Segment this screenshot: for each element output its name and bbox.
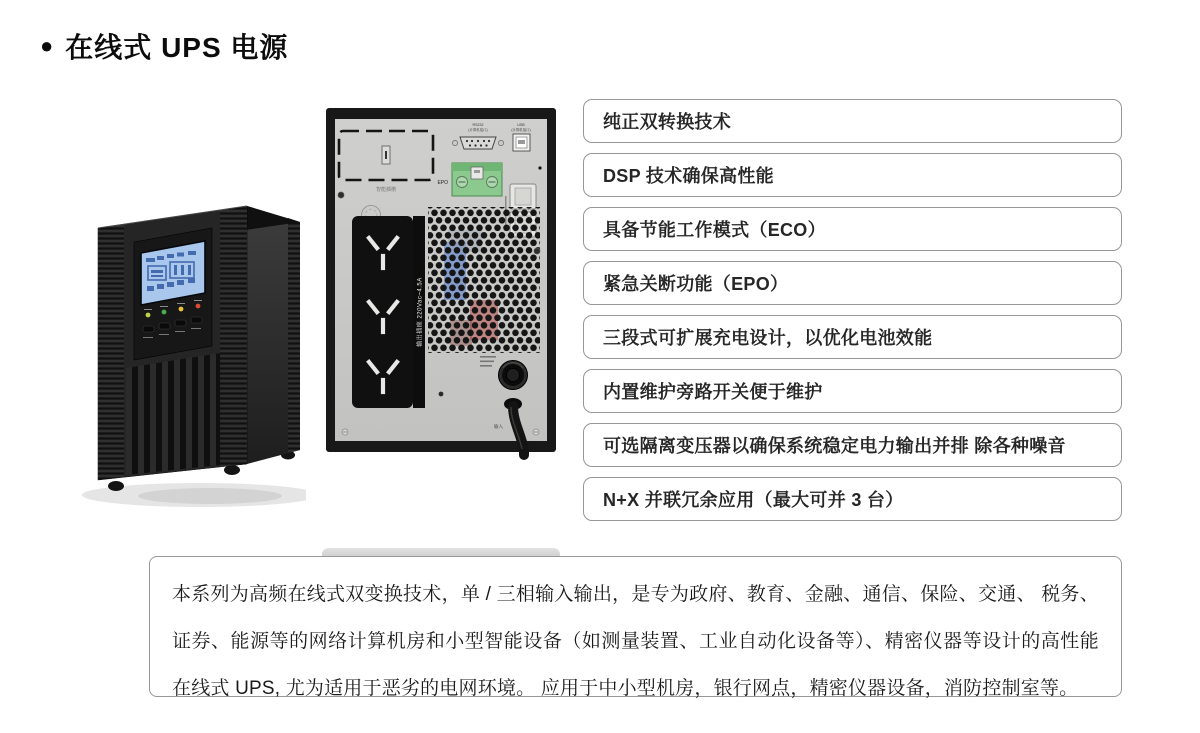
feature-item-5 — [583, 315, 1122, 359]
feature-label: 纯正双转换技术 — [603, 112, 732, 132]
feature-label: DSP 技术确保高性能 — [603, 166, 774, 186]
control-panel — [134, 228, 212, 360]
smart-slot-label: 智能插槽 — [375, 187, 397, 193]
feature-label: N+X 并联冗余应用（最大可并 3 台） — [603, 490, 904, 510]
page-title: 在线式 UPS 电源 — [65, 32, 289, 63]
lcd-screen — [141, 241, 205, 305]
front-vent-slats — [126, 353, 220, 475]
feature-label: 紧急关断功能（EPO） — [603, 274, 789, 294]
rs232-label: RS232 — [472, 123, 484, 127]
ups-front-image — [60, 196, 306, 512]
feature-label: 内置维护旁路开关便于维护 — [603, 382, 823, 402]
description-box — [149, 556, 1122, 697]
usb-sublabel: (计算机接口) — [511, 128, 531, 132]
output-outlets — [352, 216, 425, 408]
input-label: 输入 — [494, 424, 503, 429]
feature-item-7 — [583, 423, 1122, 467]
feature-label: 可选隔离变压器以确保系统稳定电力输出并排 除各种噪音 — [603, 436, 1066, 456]
feature-label: 具备节能工作模式（ECO） — [603, 220, 826, 240]
bullet-icon: ● — [40, 33, 54, 58]
feature-item-6 — [583, 369, 1122, 413]
feature-item-4 — [583, 261, 1122, 305]
feature-label: 三段式可扩展充电设计，以优化电池效能 — [603, 328, 933, 348]
outlet-strip-label: 输出插座 220Vac~4.5A — [417, 277, 424, 347]
usb-label: USB — [517, 123, 525, 127]
usb-port — [511, 123, 530, 151]
ups-rear-image — [322, 104, 562, 562]
epo-label: EPO — [437, 180, 448, 186]
rs232-sublabel: (计算机接口) — [468, 128, 488, 132]
feature-item-1 — [583, 99, 1122, 143]
page-header — [40, 26, 288, 66]
feature-list — [583, 99, 1122, 531]
description-text: 本系列为高频在线式双变换技术，单 / 三相输入输出，是专为政府、教育、金融、通信、保险、交通、 税务、证券、能源等的网络计算机房和小型智能设备（如测量装置、工业自动化设备等）、精密仪器等设计的高性能在线式 UPS, 尤为适用于恶劣的电网环境。 应用于中小型机房，银行网点，精密仪器设备，消防控制室等。 — [172, 584, 1099, 699]
fan-grille — [428, 207, 540, 353]
feature-item-3 — [583, 207, 1122, 251]
feature-item-2 — [583, 153, 1122, 197]
feature-item-8 — [583, 477, 1122, 521]
